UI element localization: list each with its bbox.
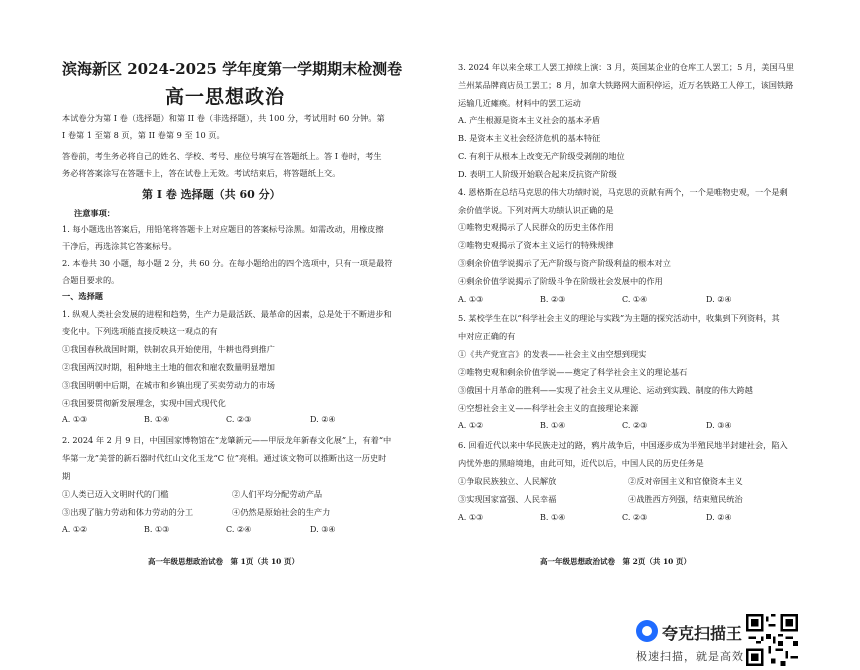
question-stem: 1. 纵观人类社会发展的进程和趋势，生产力是最活跃、最革命的因素，总是处于不断进步和 bbox=[62, 309, 392, 319]
question-option: ③出现了脑力劳动和体力劳动的分工 bbox=[62, 507, 194, 517]
quark-logo-icon bbox=[636, 620, 658, 642]
question-option: ①我国春秋战国时期，铁制农具开始使用，牛耕也得到推广 bbox=[62, 344, 275, 354]
question-option: ④空想社会主义——科学社会主义的直接理论来源 bbox=[458, 403, 639, 413]
question-stem: 2. 2024 年 2 月 9 日，中国国家博物馆在“龙肇新元——甲辰龙年新春文化展”上，有着“中 bbox=[62, 435, 392, 445]
notes-title: 注意事项： bbox=[74, 208, 115, 218]
question-option: ③俄国十月革命的胜利——实现了社会主义从理论、运动到实践、制度的伟大跨越 bbox=[458, 385, 753, 395]
answer-choice: D. ③④ bbox=[310, 525, 336, 534]
section-title: 第 I 卷 选择题（共 60 分） bbox=[142, 188, 281, 201]
answer-choice: A. ①③ bbox=[62, 415, 88, 424]
question-stem: 3. 2024 年以来全球工人罢工掉续上演：3 月，英国某企业的仓库工人罢工；5 月，美国马里 bbox=[458, 62, 795, 72]
answer-choice: A. ①③ bbox=[458, 295, 484, 304]
question-stem: 华第一龙”美誉的新石器时代红山文化玉龙“C 位”亮相。通过该文物可以推断出这一历史时 bbox=[62, 453, 387, 463]
scanner-watermark bbox=[626, 614, 860, 670]
intro-line: 务必将答案涂写在答题卡上，答在试卷上无效。考试结束后，将答题纸上交。 bbox=[62, 168, 341, 178]
question-option: D. 表明工人阶级开始联合起来反抗资产阶级 bbox=[458, 169, 617, 179]
question-stem: 余价值学说。下列对两大功绩认识正确的是 bbox=[458, 205, 614, 215]
note-line: 2. 本卷共 30 小题，每小题 2 分，共 60 分。在每小题给出的四个选项中，只有一项是最符 bbox=[62, 258, 393, 268]
question-stem: 兰州某品牌商店员工罢工；8 月，加拿大铁路网大面积停运，近万名铁路工人停工，该国铁路 bbox=[458, 80, 794, 90]
question-stem: 变化中。下列选项能直接反映这一观点的有 bbox=[62, 326, 218, 336]
note-line: 合题目要求的。 bbox=[62, 275, 120, 285]
answer-choice: B. ①③ bbox=[144, 525, 170, 534]
question-option: ①争取民族独立、人民解放 bbox=[458, 476, 557, 486]
question-option: ④我国要贯彻新发展理念，实现中国式现代化 bbox=[62, 398, 226, 408]
watermark-brand: 夸克扫描王 bbox=[662, 624, 743, 643]
answer-choice: C. ②③ bbox=[226, 415, 252, 424]
page-footer: 高一年级思想政治试卷 第 1页（共 10 页） bbox=[148, 557, 299, 566]
intro-line: 本试卷分为第 I 卷（选择题）和第 II 卷（非选择题），共 100 分，考试用时 60 分钟。第 bbox=[62, 113, 385, 123]
question-option: ④剩余价值学说揭示了阶级斗争在阶级社会发展中的作用 bbox=[458, 276, 663, 286]
answer-choice: C. ①④ bbox=[622, 295, 648, 304]
intro-line: I 卷第 1 至第 8 页，第 II 卷第 9 至 10 页。 bbox=[62, 130, 225, 140]
answer-choice: C. ②③ bbox=[622, 421, 648, 430]
question-stem: 6. 回看近代以来中华民族走过的路，鸦片战争后，中国逐步成为半殖民地半封建社会，陷入 bbox=[458, 440, 788, 450]
answer-choice: C. ②③ bbox=[622, 513, 648, 522]
question-stem: 内忧外患的黑暗境地，由此可知，近代以后，中国人民的历史任务是 bbox=[458, 458, 704, 468]
answer-choice: D. ③④ bbox=[706, 421, 732, 430]
question-option: ①唯物史观揭示了人民群众的历史主体作用 bbox=[458, 222, 614, 232]
part-heading: 一、选择题 bbox=[62, 291, 103, 301]
answer-choice: B. ①④ bbox=[540, 513, 566, 522]
question-option: ③剩余价值学说揭示了无产阶级与资产阶级利益的根本对立 bbox=[458, 258, 671, 268]
question-stem: 4. 恩格斯在总结马克思的伟大功绩时说，马克思的贡献有两个，一个是唯物史观，一个是剩 bbox=[458, 187, 788, 197]
question-option: A. 产生根源是资本主义社会的基本矛盾 bbox=[458, 115, 601, 125]
question-option: ②唯物史观和剩余价值学说——奠定了科学社会主义的理论基石 bbox=[458, 367, 688, 377]
question-option: ②唯物史观揭示了资本主义运行的特殊规律 bbox=[458, 240, 614, 250]
question-stem: 运输几近瘫痪。材料中的罢工运动 bbox=[458, 98, 581, 108]
answer-choice: A. ①③ bbox=[458, 513, 484, 522]
qr-code-icon bbox=[746, 614, 798, 666]
answer-choice: D. ②④ bbox=[310, 415, 336, 424]
question-option: C. 有利于从根本上改变无产阶级受剥削的地位 bbox=[458, 151, 625, 161]
question-option: ①《共产党宣言》的发表——社会主义由空想到现实 bbox=[458, 349, 647, 359]
answer-choice: A. ①② bbox=[62, 525, 88, 534]
intro-line: 答卷前，考生务必将自己的姓名、学校、考号、座位号填写在答题纸上。答 I 卷时，考生 bbox=[62, 151, 382, 161]
answer-choice: D. ②④ bbox=[706, 295, 732, 304]
note-line: 干净后，再选涂其它答案标号。 bbox=[62, 241, 177, 251]
answer-choice: B. ②③ bbox=[540, 295, 566, 304]
question-option: ①人类已迈入文明时代的门槛 bbox=[62, 489, 169, 499]
exam-page-2 bbox=[430, 0, 860, 670]
question-option: ③实现国家富强、人民幸福 bbox=[458, 494, 557, 504]
question-stem: 中对应正确的有 bbox=[458, 331, 516, 341]
question-option: ②我国两汉时期，租种地主土地的佃农和雇农数量明显增加 bbox=[62, 362, 275, 372]
answer-choice: B. ①④ bbox=[540, 421, 566, 430]
exam-title: 滨海新区 2024-2025 学年度第一学期期末检测卷 bbox=[62, 60, 403, 78]
note-line: 1. 每小题选出答案后，用铅笔将答题卡上对应题目的答案标号涂黑。如需改动，用橡皮擦 bbox=[62, 224, 384, 234]
question-option: B. 是资本主义社会经济危机的基本特征 bbox=[458, 133, 601, 143]
answer-choice: A. ①② bbox=[458, 421, 484, 430]
question-option: ③我国明朝中后期，在城市和乡镇出现了买卖劳动力的市场 bbox=[62, 380, 275, 390]
question-option: ④仍然是原始社会的生产力 bbox=[232, 507, 331, 517]
answer-choice: D. ②④ bbox=[706, 513, 732, 522]
watermark-slogan: 极速扫描，就是高效 bbox=[636, 650, 744, 663]
page-footer: 高一年级思想政治试卷 第 2页（共 10 页） bbox=[540, 557, 691, 566]
question-stem: 5. 某校学生在以“科学社会主义的理论与实践”为主题的探究活动中，收集到下列资料，其 bbox=[458, 313, 780, 323]
question-option: ④战胜西方列强，结束殖民统治 bbox=[628, 494, 743, 504]
question-option: ②反对帝国主义和官僚资本主义 bbox=[628, 476, 743, 486]
exam-subject: 高一思想政治 bbox=[165, 86, 286, 108]
answer-choice: C. ②④ bbox=[226, 525, 252, 534]
question-option: ②人们平均分配劳动产品 bbox=[232, 489, 323, 499]
answer-choice: B. ①④ bbox=[144, 415, 170, 424]
question-stem: 期 bbox=[62, 471, 71, 481]
